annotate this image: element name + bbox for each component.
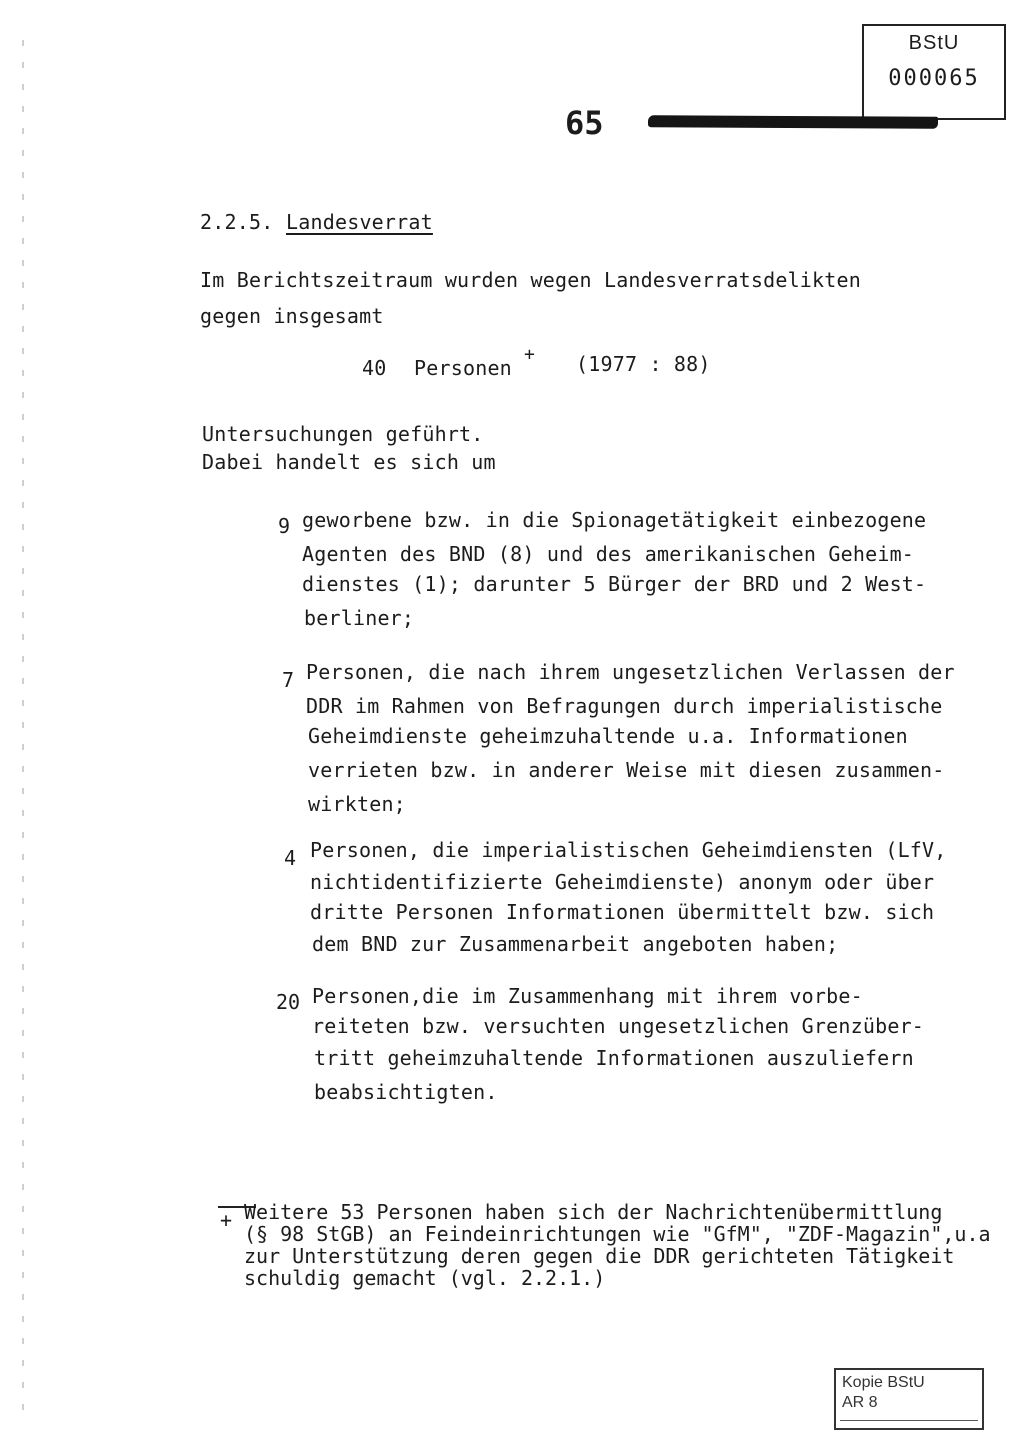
list-item-line: dienstes (1); darunter 5 Bürger der BRD und 2 West- [302, 572, 927, 596]
list-item-line: tritt geheimzuhaltende Informationen auszuliefern [314, 1046, 914, 1070]
list-item-line: beabsichtigten. [314, 1080, 498, 1104]
list-item-line: dem BND zur Zusammenarbeit angeboten haben; [312, 932, 839, 956]
list-item-number: 7 [282, 668, 295, 692]
footnote-line: (§ 98 StGB) an Feindeinrichtungen wie "GfM", "ZDF-Magazin",u.a [244, 1222, 991, 1246]
list-item-line: geworbene bzw. in die Spionagetätigkeit einbezogene [302, 508, 927, 532]
count-marker: + [524, 344, 536, 365]
footnote-line: schuldig gemacht (vgl. 2.2.1.) [244, 1266, 606, 1290]
list-item-number: 4 [284, 846, 297, 870]
count-comparison: (1977 : 88) [576, 352, 711, 376]
stamp-org: BStU [908, 32, 960, 54]
bstu-archive-stamp [862, 24, 1006, 120]
list-item-line: DDR im Rahmen von Befragungen durch imperialistische [306, 694, 943, 718]
list-item-line: berliner; [304, 606, 415, 630]
list-item-number: 9 [278, 514, 291, 538]
list-item-line: wirkten; [308, 792, 406, 816]
copy-stamp [834, 1368, 984, 1430]
list-item-line: Personen, die imperialistischen Geheimdiensten (LfV, [310, 838, 947, 862]
list-item-line: reiteten bzw. versuchten ungesetzlichen Grenzüber- [312, 1014, 925, 1038]
list-item-line: Personen,die im Zusammenhang mit ihrem vorbe- [312, 984, 863, 1008]
section-title: Landesverrat [286, 210, 433, 234]
section-number: 2.2.5. [200, 210, 274, 234]
after-line-1: Untersuchungen geführt. [202, 422, 484, 446]
copy-stamp-line-1: Kopie BStU [842, 1374, 925, 1391]
stamp-number: 000065 [888, 66, 980, 91]
list-item-line: Agenten des BND (8) und des amerikanischen Geheim- [302, 542, 915, 566]
count-value: 40 [362, 356, 387, 380]
after-line-2: Dabei handelt es sich um [202, 450, 496, 474]
list-item-line: dritte Personen Informationen übermittelt bzw. sich [310, 900, 935, 924]
list-item-line: verrieten bzw. in anderer Weise mit diesen zusammen- [308, 758, 945, 782]
list-item-line: nichtidentifizierte Geheimdienste) anonym oder über [310, 870, 935, 894]
copy-stamp-underline [840, 1420, 978, 1421]
list-item-line: Personen, die nach ihrem ungesetzlichen Verlassen der [306, 660, 955, 684]
redaction-bar [648, 115, 938, 129]
intro-line-2: gegen insgesamt [200, 304, 384, 328]
count-unit: Personen [414, 356, 512, 380]
footnote-marker: + [220, 1208, 233, 1232]
footnote-line: Weitere 53 Personen haben sich der Nachrichtenübermittlung [244, 1200, 943, 1224]
scan-edge-marks [22, 40, 24, 1420]
intro-line-1: Im Berichtszeitraum wurden wegen Landesverratsdelikten [200, 268, 862, 292]
footnote-line: zur Unterstützung deren gegen die DDR gerichteten Tätigkeit [244, 1244, 955, 1268]
page-number: 65 [565, 104, 604, 142]
list-item-number: 20 [276, 990, 301, 1014]
copy-stamp-line-2: AR 8 [842, 1394, 878, 1411]
list-item-line: Geheimdienste geheimzuhaltende u.a. Informationen [308, 724, 908, 748]
